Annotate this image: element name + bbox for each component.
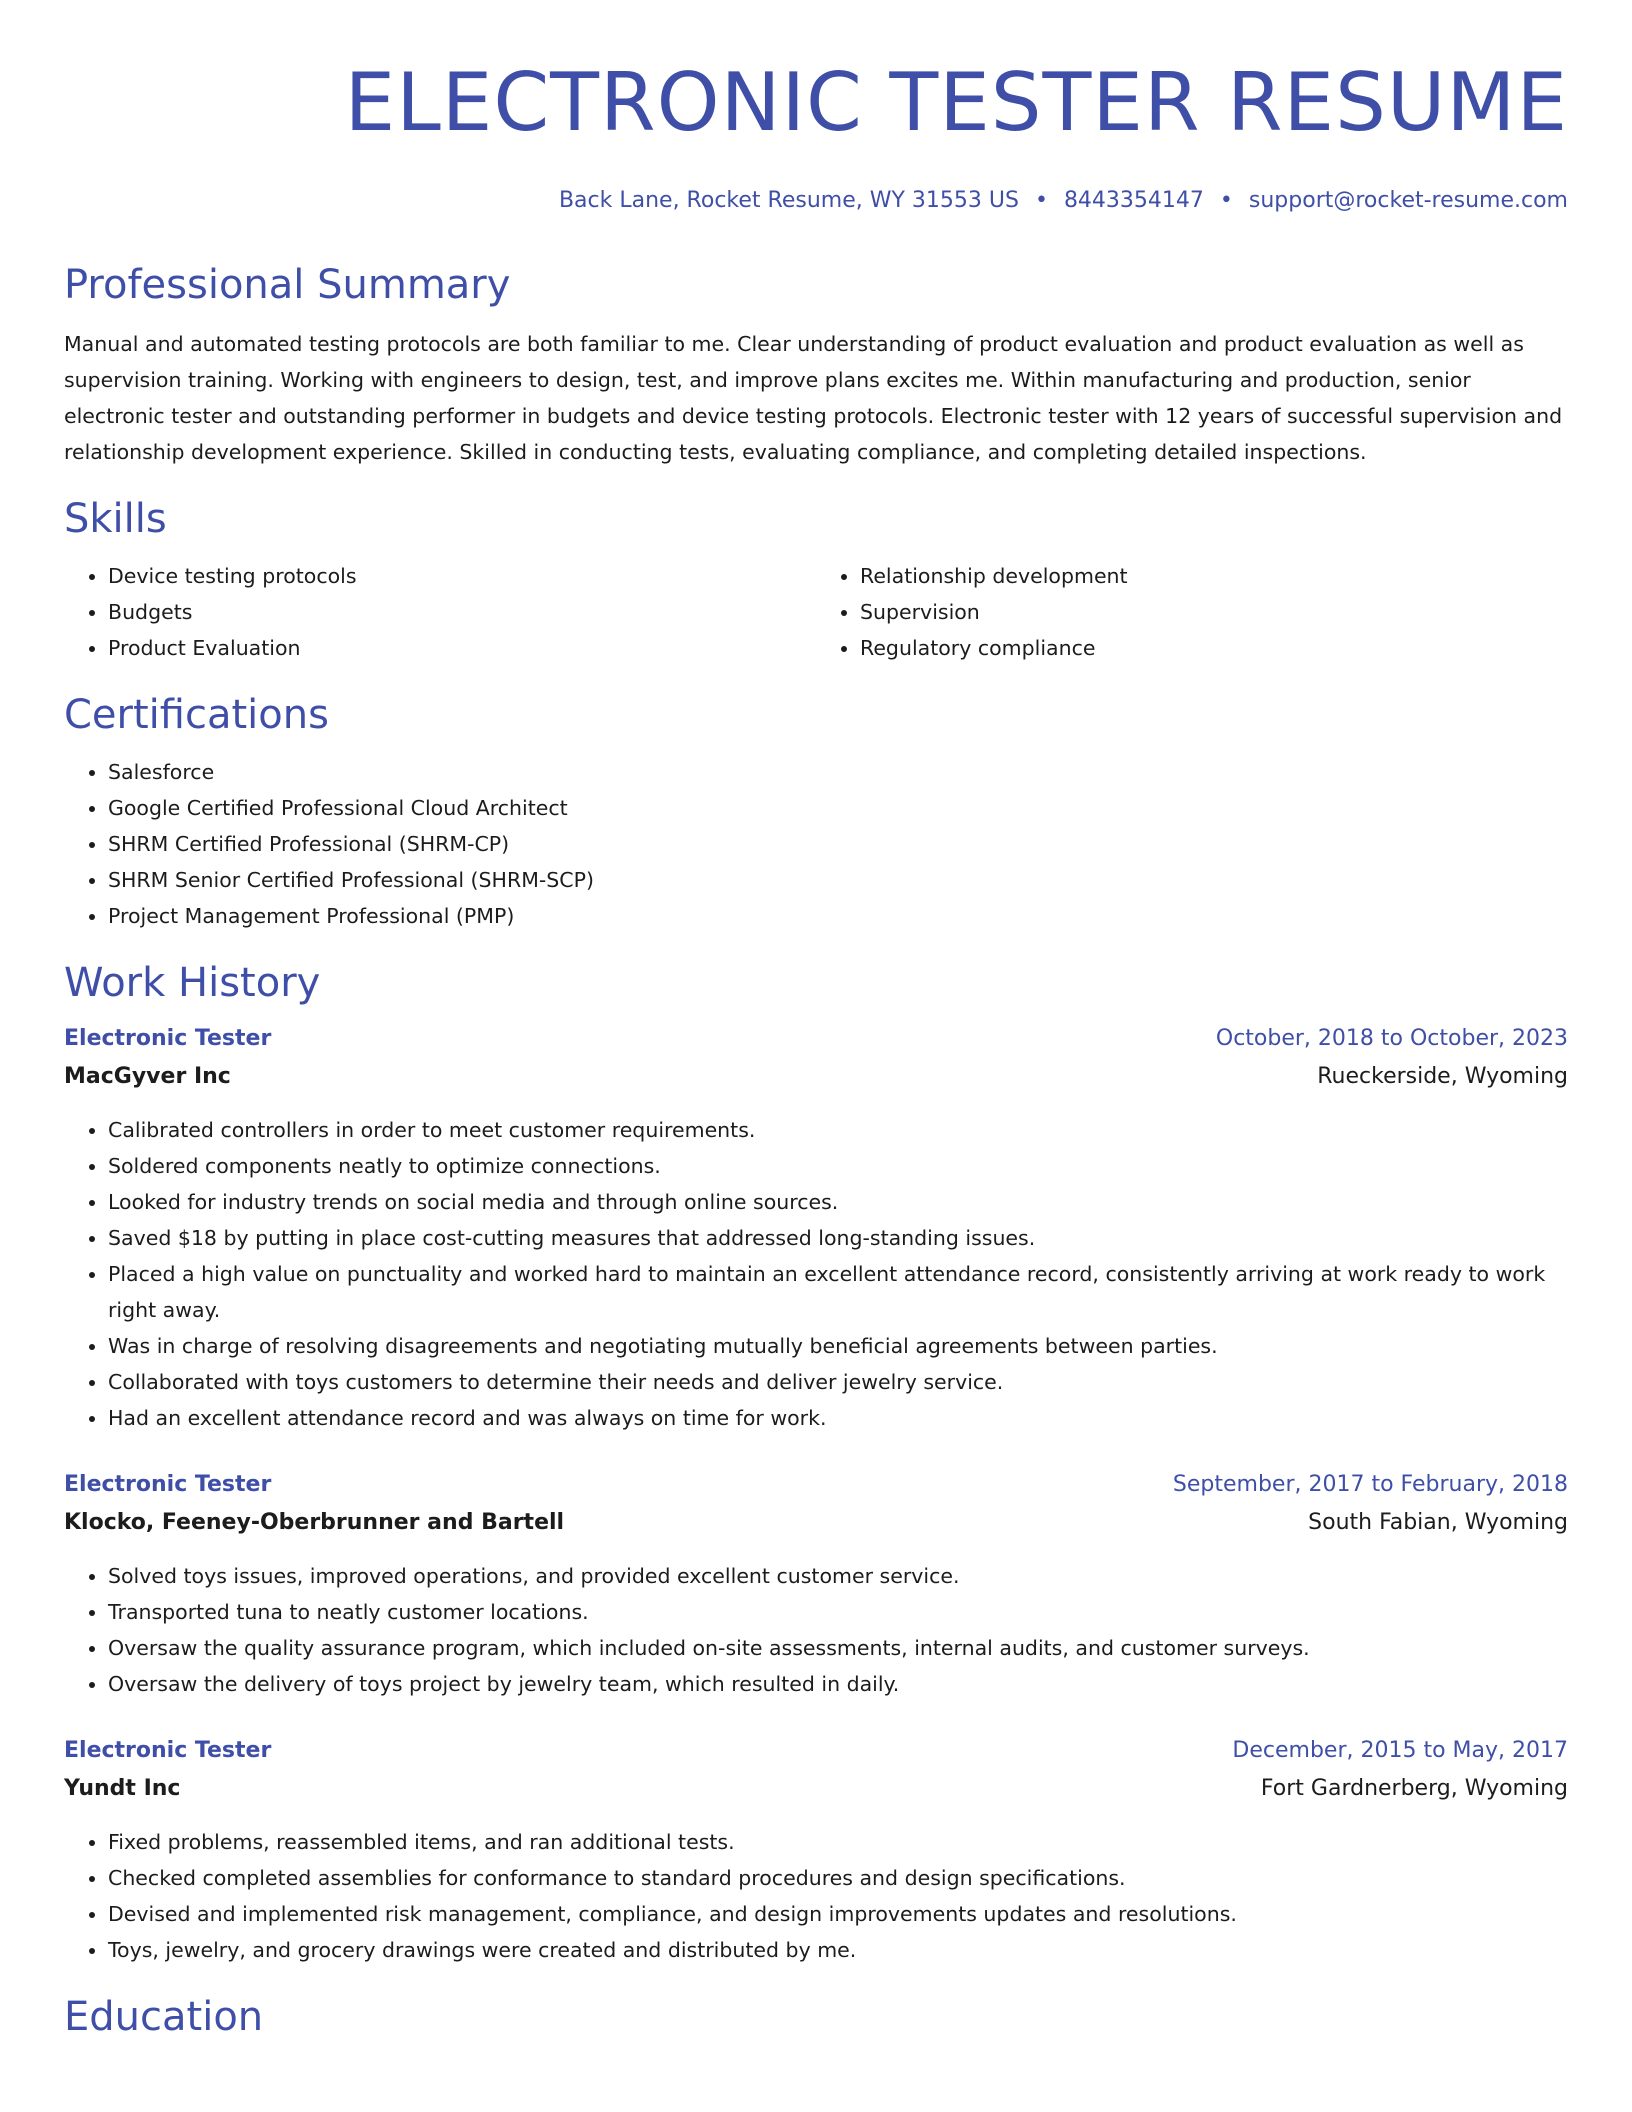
job-header xyxy=(64,1466,1568,1504)
job-bullet: • Devised and implemented risk management, compliance, and design improvements updates and resolutions. xyxy=(108,1896,1568,1932)
skills-column-right xyxy=(816,558,1568,666)
skill-item: • Budgets xyxy=(108,594,816,630)
job-company-row xyxy=(64,1058,1568,1096)
job-location: South Fabian, Wyoming xyxy=(1308,1510,1568,1535)
certification-item: • SHRM Certified Professional (SHRM-CP) xyxy=(108,826,1568,862)
certification-item: • Salesforce xyxy=(108,754,1568,790)
job-bullet: • Calibrated controllers in order to meet customer requirements. xyxy=(108,1112,1568,1148)
summary-text: Manual and automated testing protocols are both familiar to me. Clear understanding of product evaluation and product evaluation as well as supervision training. Working with engineers to design, test, and improve plans excites me. Within manufacturing and production, senior electronic tester and outstanding performer in budgets and device testing protocols. Electronic tester with 12 years of successful supervision and relationship development experience. Skilled in conducting tests, evaluating compliance, and completing detailed inspections. xyxy=(64,332,1563,464)
job-company-row xyxy=(64,1504,1568,1542)
job-bullet: • Checked completed assemblies for conformance to standard procedures and design specifications. xyxy=(108,1860,1568,1896)
job-bullets xyxy=(64,1112,1568,1436)
job-bullet: • Collaborated with toys customers to determine their needs and deliver jewelry service. xyxy=(108,1364,1568,1400)
job-header xyxy=(64,1732,1568,1770)
job-bullet: • Oversaw the quality assurance program, which included on-site assessments, internal audits, and customer surveys. xyxy=(108,1630,1568,1666)
job-title: Electronic Tester xyxy=(64,1026,272,1051)
contact-line xyxy=(64,186,1568,216)
company-name: Klocko, Feeney-Oberbrunner and Bartell xyxy=(64,1510,565,1535)
skill-item: • Device testing protocols xyxy=(108,558,816,594)
job-location: Fort Gardnerberg, Wyoming xyxy=(1260,1776,1568,1801)
job-bullet: • Looked for industry trends on social media and through online sources. xyxy=(108,1184,1568,1220)
certification-item: • SHRM Senior Certified Professional (SHRM-SCP) xyxy=(108,862,1568,898)
skills-list xyxy=(64,558,1568,666)
job-bullet: • Fixed problems, reassembled items, and ran additional tests. xyxy=(108,1824,1568,1860)
job-bullet: • Was in charge of resolving disagreements and negotiating mutually beneficial agreements between parties. xyxy=(108,1328,1568,1364)
skill-item: • Relationship development xyxy=(860,558,1568,594)
certification-item: • Project Management Professional (PMP) xyxy=(108,898,1568,934)
skills-column-left xyxy=(64,558,816,666)
job-entry xyxy=(64,1020,1568,1436)
job-bullet: • Saved $18 by putting in place cost-cutting measures that addressed long-standing issues. xyxy=(108,1220,1568,1256)
skill-item: • Supervision xyxy=(860,594,1568,630)
certifications-list xyxy=(64,754,1568,934)
skill-item: • Product Evaluation xyxy=(108,630,816,666)
job-bullet: • Transported tuna to neatly customer locations. xyxy=(108,1594,1568,1630)
job-bullets xyxy=(64,1558,1568,1702)
job-entry xyxy=(64,1732,1568,1968)
contact-email[interactable]: support@rocket-resume.com xyxy=(1248,188,1568,213)
job-header xyxy=(64,1020,1568,1058)
contact-address: Back Lane, Rocket Resume, WY 31553 US xyxy=(558,188,1019,213)
summary-heading: Professional Summary xyxy=(64,262,511,308)
job-bullet: • Toys, jewelry, and grocery drawings were created and distributed by me. xyxy=(108,1932,1568,1968)
job-bullets xyxy=(64,1824,1568,1968)
job-entry xyxy=(64,1466,1568,1702)
job-bullet: • Soldered components neatly to optimize connections. xyxy=(108,1148,1568,1184)
job-company-row xyxy=(64,1770,1568,1808)
job-bullet: • Solved toys issues, improved operations, and provided excellent customer service. xyxy=(108,1558,1568,1594)
contact-separator: • xyxy=(1219,188,1233,213)
company-name: Yundt Inc xyxy=(64,1776,181,1801)
skill-item: • Regulatory compliance xyxy=(860,630,1568,666)
job-bullet: • Oversaw the delivery of toys project by jewelry team, which resulted in daily. xyxy=(108,1666,1568,1702)
certification-item: • Google Certified Professional Cloud Architect xyxy=(108,790,1568,826)
job-title: Electronic Tester xyxy=(64,1738,272,1763)
job-dates: September, 2017 to February, 2018 xyxy=(1172,1472,1568,1497)
job-dates: October, 2018 to October, 2023 xyxy=(1215,1026,1568,1051)
skills-heading: Skills xyxy=(64,496,167,542)
job-title: Electronic Tester xyxy=(64,1472,272,1497)
company-name: MacGyver Inc xyxy=(64,1064,231,1089)
certifications-heading: Certifications xyxy=(64,692,329,738)
job-dates: December, 2015 to May, 2017 xyxy=(1232,1738,1568,1763)
job-bullet: • Had an excellent attendance record and was always on time for work. xyxy=(108,1400,1568,1436)
contact-separator: • xyxy=(1034,188,1048,213)
resume-title: ELECTRONIC TESTER RESUME xyxy=(344,56,1568,149)
work-history-heading: Work History xyxy=(64,960,321,1006)
job-bullet: • Placed a high value on punctuality and worked hard to maintain an excellent attendance record, consistently arriving at work ready to work right away. xyxy=(108,1256,1568,1328)
job-location: Rueckerside, Wyoming xyxy=(1317,1064,1568,1089)
education-heading: Education xyxy=(64,1994,264,2040)
contact-phone: 8443354147 xyxy=(1063,188,1204,213)
